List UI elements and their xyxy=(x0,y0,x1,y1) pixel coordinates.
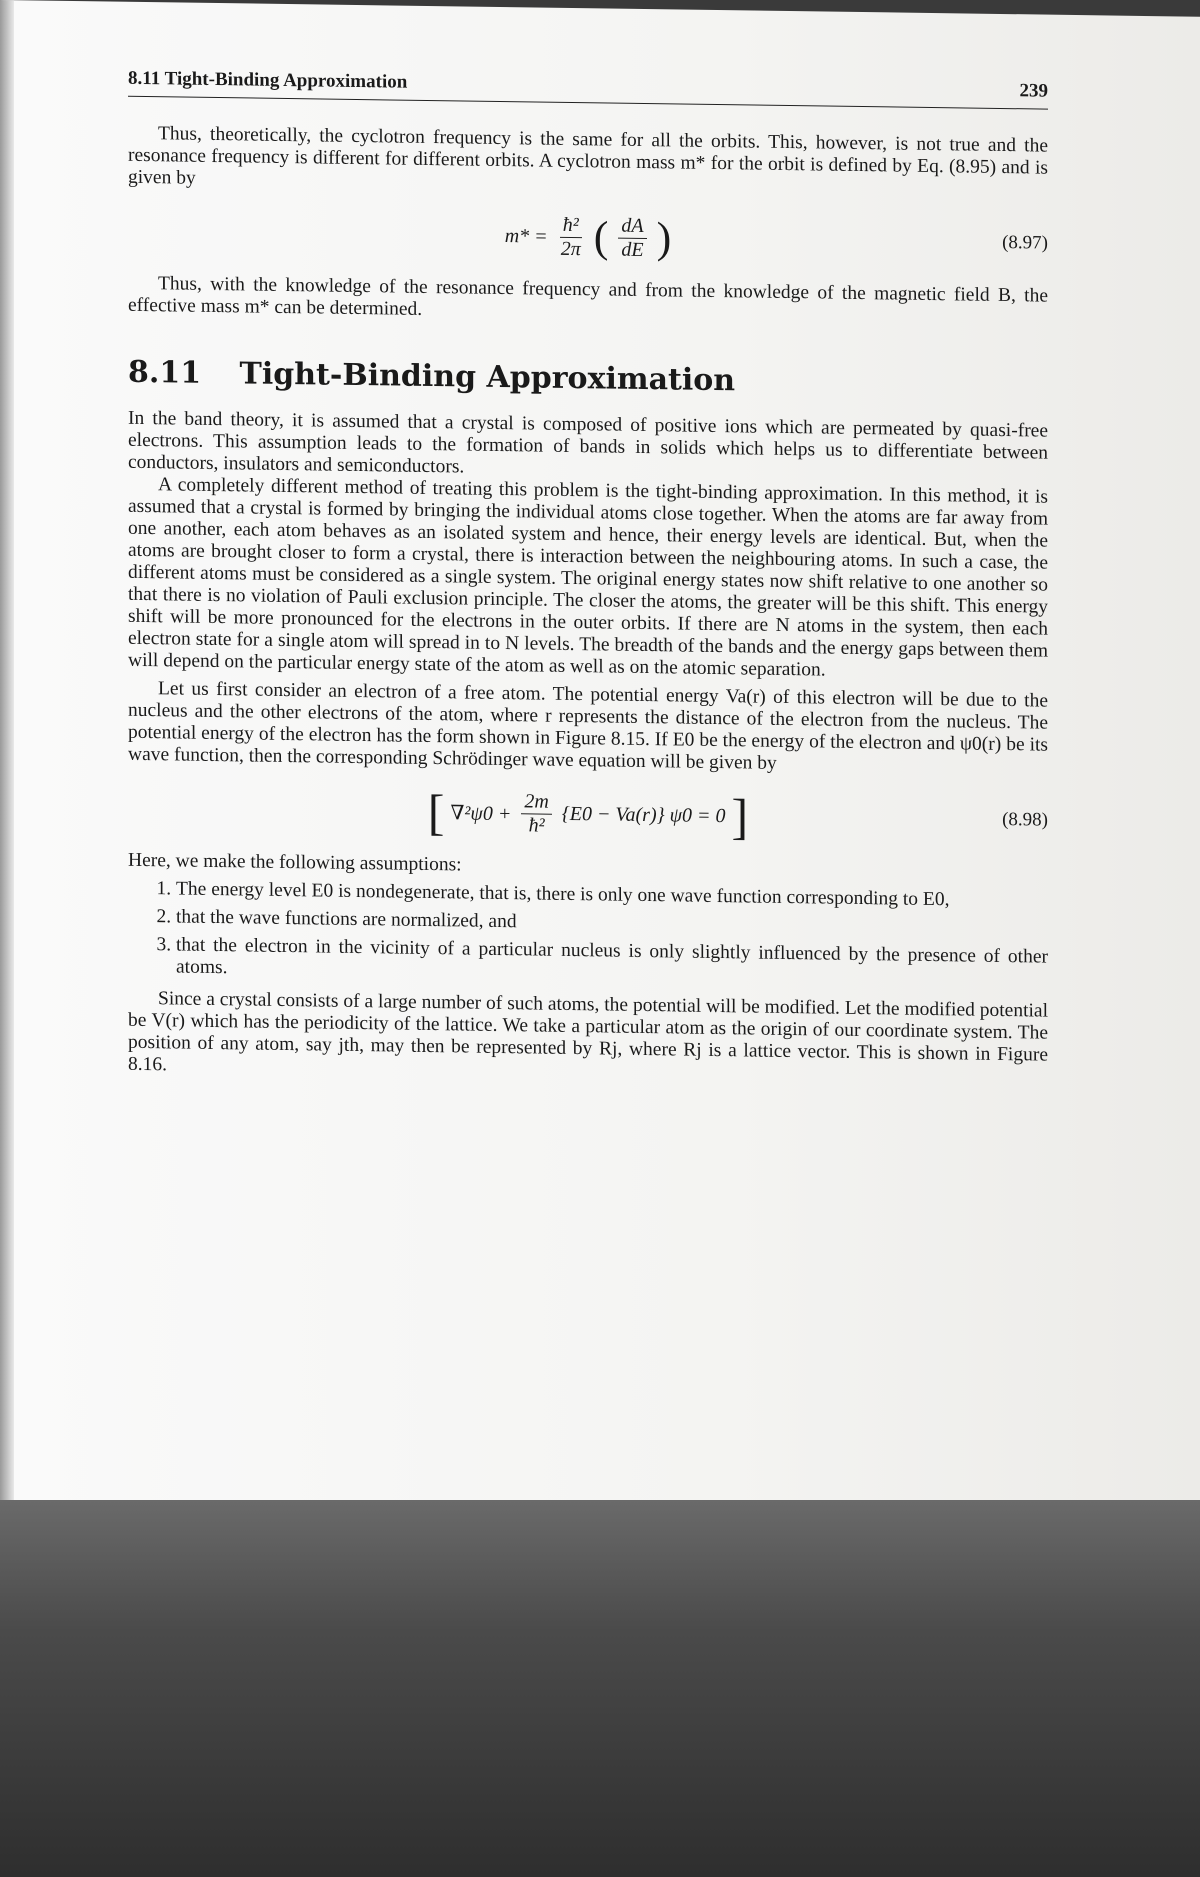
eq-897-derivative xyxy=(618,214,646,261)
assumptions-list xyxy=(128,878,1048,991)
page-number: 239 xyxy=(1019,80,1048,102)
intro-paragraph-2: Thus, with the knowledge of the resonance frequency and from the knowledge of the magnetic field B, the effective mass m* can be determined. xyxy=(128,273,1048,320)
intro-paragraph-1: Thus, theoretically, the cyclotron frequency is the same for all the orbits. This, however, is not true and the resonance frequency is different for different orbits. A cyclotron mass m* for the orbit is defined by Eq. (8.95) and is given by xyxy=(128,123,1048,189)
equation-8-98-body xyxy=(427,783,749,845)
running-header xyxy=(128,68,1048,110)
body-paragraph-5: Since a crystal consists of a large number of such atoms, the potential will be modified. Let the modified potential be V(r) which has the periodicity of the lattice. We take a particular atom as the origin of our coordinate system. The position of any atom, say jth, may then be represented by Rj, where Rj is a lattice vector. This is shown in Figure 8.16. xyxy=(128,988,1048,1076)
eq-897-frac-den: 2π xyxy=(560,237,581,260)
running-header-title: 8.11 Tight-Binding Approximation xyxy=(128,67,408,93)
equation-8-98 xyxy=(128,776,1048,853)
right-bracket: ] xyxy=(731,788,749,845)
list-item: 3. that the electron in the vicinity of a particular nucleus is only slightly influenced by the presence of other atoms. xyxy=(176,934,1048,990)
eq-898-right: {E0 − Va(r)} ψ0 = 0 xyxy=(561,802,726,827)
page-binding-shadow xyxy=(0,0,14,1525)
eq-898-left: ∇²ψ0 + xyxy=(450,801,512,825)
section-title: Tight-Binding Approximation xyxy=(239,356,736,399)
body-paragraph-1: In the band theory, it is assumed that a crystal is composed of positive ions which are permeated by quasi-free electrons. This assumption leads to the formation of bands in solids which helps us to differentiate between conductors, insulators and semiconductors. xyxy=(128,407,1048,478)
scan-background xyxy=(0,1500,1200,1877)
page-content xyxy=(128,68,1048,1089)
section-heading xyxy=(128,355,1048,403)
right-paren: ) xyxy=(656,213,672,263)
equation-8-97-body xyxy=(505,213,672,262)
body-paragraph-2: A completely different method of treating this problem is the tight-binding approximation. In this method, it is assumed that a crystal is formed by bringing the individual atoms close together. When the atoms are far away from one another, each atom behaves as an isolated system and hence, their energy levels are identical. But, when the atoms are brought closer to form a crystal, there is interaction between the neighbouring atoms. In such a case, the different atoms must be considered as a single system. The original energy states now shift relative to one another so that there is no violation of Pauli exclusion principle. The closer the atoms, the greater will be this shift. This energy shift will be more pronounced for the electrons in the outer orbits. If there are N atoms in the system, then each electron state for a single atom will spread in to N levels. The breadth of the bands and the energy gaps between them will depend on the particular energy state of the atom as well as on the atomic separation. xyxy=(128,474,1048,681)
eq-897-fraction xyxy=(558,213,584,260)
body-paragraph-3: Let us first consider an electron of a free atom. The potential energy Va(r) of this electron will be due to the nucleus and the other electrons of the atom, where r represents the distance of the electron from the nucleus. The potential energy of the electron has the form shown in Figure 8.15. If E0 be the energy of the electron and ψ0(r) be its wave function, then the corresponding Schrödinger wave equation will be given by xyxy=(128,678,1048,774)
list-item: 1. The energy level E0 is nondegenerate, that is, there is only one wave function corresponding to E0, xyxy=(176,878,1048,912)
equation-8-97 xyxy=(128,199,1048,276)
body-paragraph-4: Here, we make the following assumptions: xyxy=(128,849,462,876)
list-item: 2. that the wave functions are normalized, and xyxy=(176,906,1048,940)
left-bracket: [ xyxy=(427,783,445,841)
eq-897-lhs: m* = xyxy=(504,224,548,248)
equation-number-8-97: (8.97) xyxy=(1002,231,1048,254)
left-paren: ( xyxy=(593,212,609,262)
eq-897-deriv-den: dE xyxy=(621,238,644,261)
eq-898-frac-den: ħ² xyxy=(528,813,545,837)
eq-898-frac-num: 2m xyxy=(521,790,551,814)
eq-897-deriv-num: dA xyxy=(618,214,646,238)
equation-number-8-98: (8.98) xyxy=(1002,808,1048,831)
section-number: 8.11 xyxy=(128,354,202,391)
eq-898-fraction xyxy=(521,790,551,837)
eq-897-frac-num: ħ² xyxy=(560,213,582,237)
